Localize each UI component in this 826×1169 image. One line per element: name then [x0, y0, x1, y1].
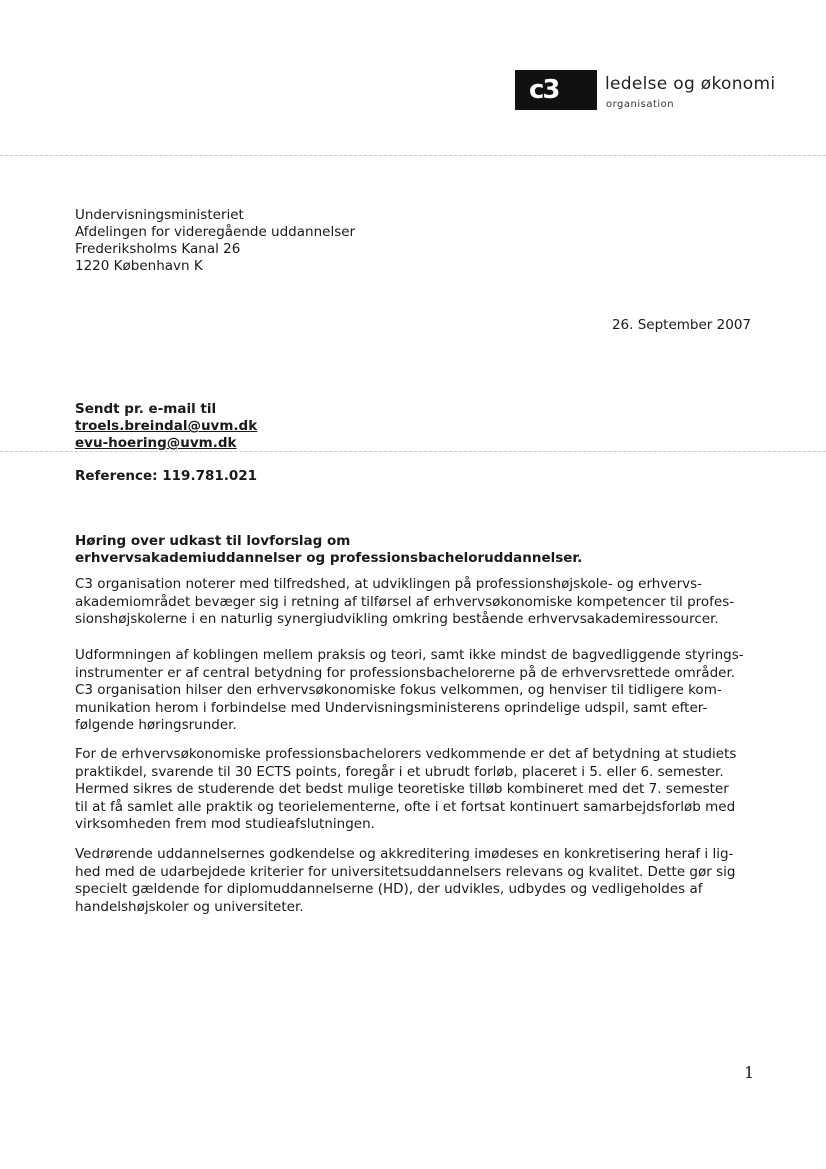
body-paragraph: [75, 846, 755, 916]
paragraph-line: følgende høringsrunder.: [75, 717, 237, 733]
email-link-evu-hoering[interactable]: evu-hoering@uvm.dk: [75, 435, 237, 451]
paragraph-line: akademiområdet bevæger sig i retning af tilførsel af erhvervsøkonomiske kompetencer til profes-: [75, 593, 735, 610]
address-line: 1220 København K: [75, 258, 203, 274]
recipient-address: [75, 207, 355, 275]
letter-date: 26. September 2007: [611, 317, 751, 333]
paragraph-line: Hermed sikres de studerende det bedst mulige teoretiske tilløb kombineret med det 7. semester: [75, 781, 729, 797]
paragraph-line: Udformningen af koblingen mellem praksis og teori, samt ikke mindst de bagvedliggende styrings-: [75, 647, 744, 663]
email-link-troels[interactable]: troels.breindal@uvm.dk: [75, 418, 258, 434]
reference-value: 119.781.021: [162, 468, 258, 484]
logo-glyph: c3: [529, 75, 559, 105]
sent-by-email-block: [75, 401, 257, 452]
letter-subject: [75, 533, 582, 567]
paragraph-line: hed med de udarbejdede kriterier for universitetsuddannelsers relevans og kvalitet. Dette gør sig: [75, 863, 736, 880]
paragraph-line: virksomheden frem mod studieafslutningen.: [75, 816, 375, 832]
body-paragraph: [75, 746, 755, 834]
paragraph-line: instrumenter er af central betydning for professionsbachelorerne på de erhvervsrettede områder.: [75, 664, 736, 681]
scan-divider-top: [0, 155, 826, 156]
logo-subtitle: organisation: [606, 99, 675, 110]
logo-name: ledelse og økonomi: [605, 74, 776, 94]
paragraph-line: C3 organisation noterer med tilfredshed, at udviklingen på professionshøjskole- og erhvervs-: [75, 576, 703, 592]
paragraph-line: sionshøjskolerne i en naturlig synergiudvikling omkring bestående erhvervsakademiressourcer.: [75, 611, 719, 627]
address-line: Undervisningsministeriet: [75, 207, 244, 223]
reference-line: [75, 468, 257, 484]
body-paragraph: [75, 576, 755, 629]
address-line: Afdelingen for videregående uddannelser: [75, 224, 356, 240]
paragraph-line: For de erhvervsøkonomiske professionsbachelorers vedkommende er det af betydning at studiets: [75, 746, 737, 762]
subject-line: Høring over udkast til lovforslag om: [75, 533, 351, 549]
paragraph-line: handelshøjskoler og universiteter.: [75, 898, 304, 915]
address-line: Frederiksholms Kanal 26: [75, 241, 241, 257]
paragraph-line: Vedrørende uddannelsernes godkendelse og akkreditering imødeses en konkretisering heraf i lig-: [75, 846, 734, 862]
paragraph-line: munikation herom i forbindelse med Undervisningsministerens oprindelige udspil, samt efter-: [75, 699, 708, 716]
sent-heading: Sendt pr. e-mail til: [75, 401, 217, 417]
page-number: 1: [744, 1063, 755, 1082]
subject-line: erhvervsakademiuddannelser og professionsbacheloruddannelser.: [75, 550, 583, 566]
body-paragraph: [75, 647, 755, 735]
paragraph-line: til at få samlet alle praktik og teorielementerne, ofte i et fortsat kontinuert samarbejdsforløb med: [75, 798, 736, 815]
paragraph-line: specielt gældende for diplomuddannelserne (HD), der udvikles, udbydes og vedligeholdes af: [75, 881, 703, 897]
reference-label: Reference:: [75, 468, 158, 484]
c3-logo-mark: [515, 70, 597, 110]
paragraph-line: praktikdel, svarende til 30 ECTS points, foregår i et ubrudt forløb, placeret i 5. eller 6. semester.: [75, 763, 724, 780]
paragraph-line: C3 organisation hilser den erhvervsøkonomiske fokus velkommen, og henviser til tidligere kom-: [75, 682, 722, 698]
